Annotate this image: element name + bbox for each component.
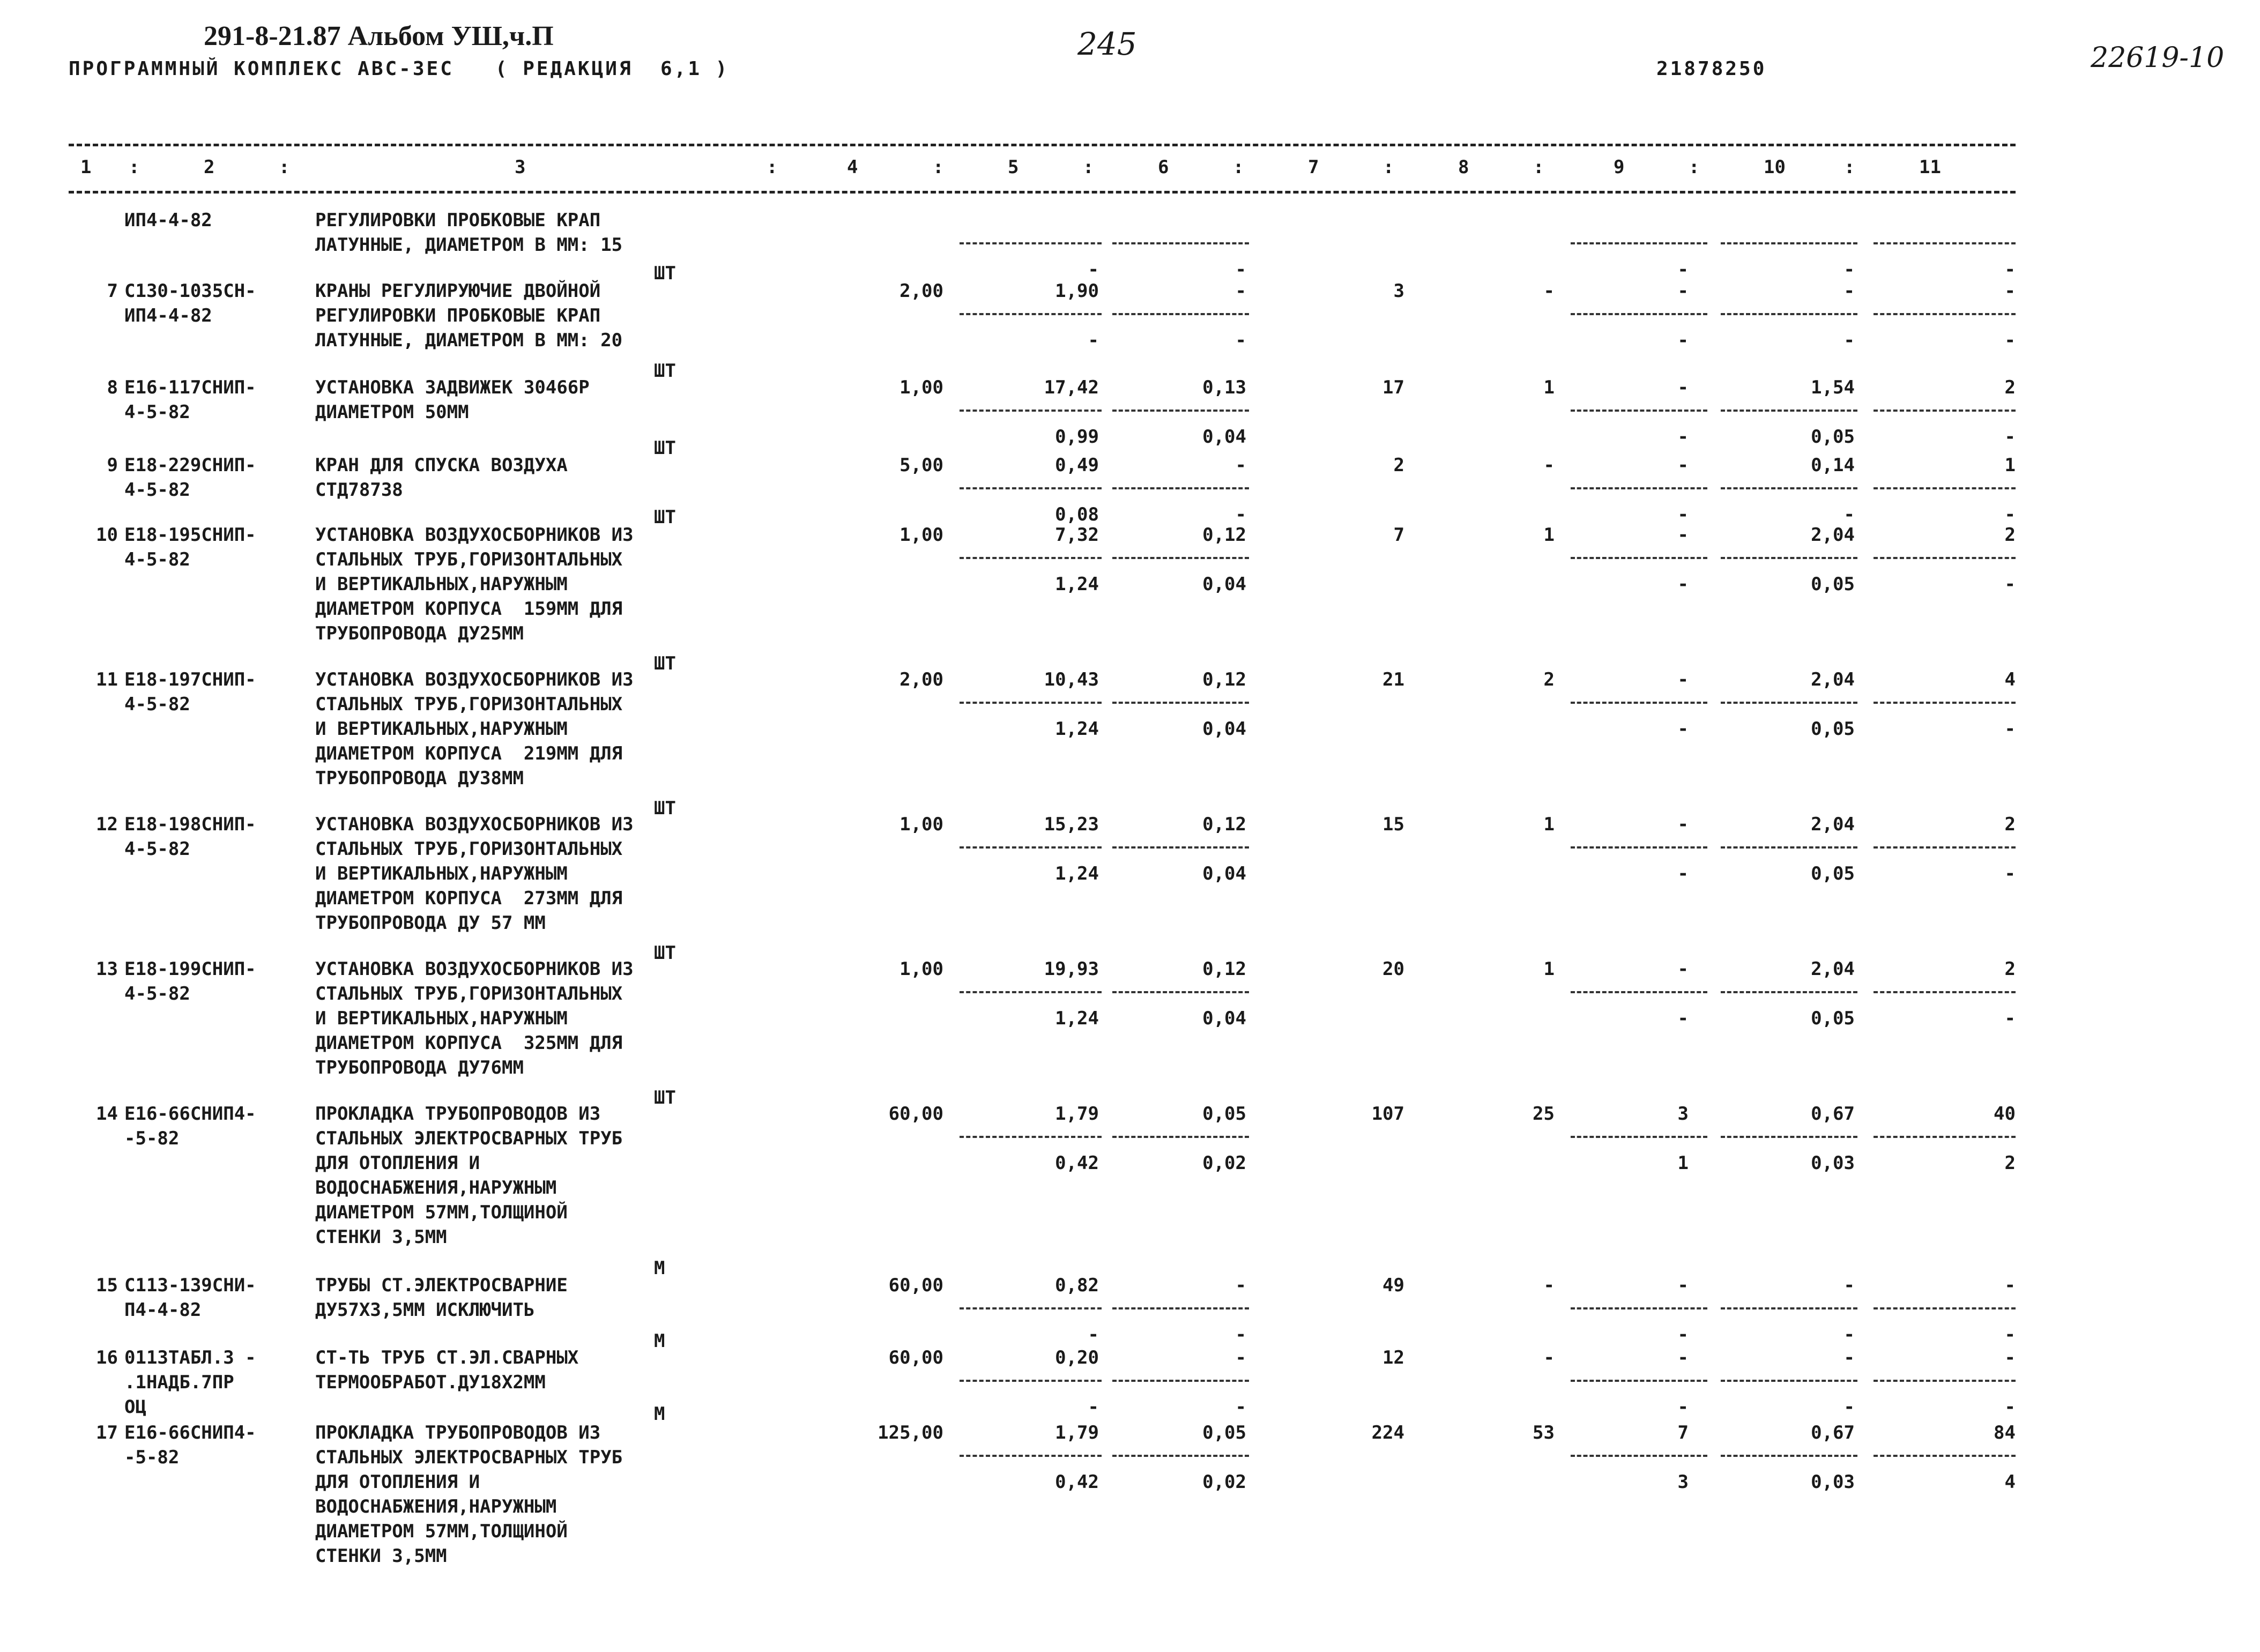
cell-divider	[1874, 242, 2016, 244]
cell-divider	[1874, 1307, 2016, 1309]
cell-col8: -	[1543, 280, 1555, 302]
cell-col6: -	[1235, 280, 1246, 302]
cell-divider	[960, 410, 1102, 412]
row-code-continuation: 4-5-82	[124, 549, 190, 570]
cell-divider	[1112, 1380, 1249, 1382]
cell-second-line: -	[2004, 259, 2016, 280]
cell-divider	[1571, 410, 1707, 412]
cell-divider	[1571, 702, 1707, 704]
row-number: 11	[96, 669, 118, 690]
cell-quantity: 125,00	[878, 1422, 943, 1443]
row-unit: ШТ	[654, 263, 676, 284]
cell-unit-cost: 10,43	[1044, 669, 1099, 690]
cell-second-line: -	[1677, 426, 1689, 448]
cell-divider	[1874, 846, 2016, 849]
row-description: УСТАНОВКА ВОЗДУХОСБОРНИКОВ ИЗ СТАЛЬНЫХ ТРУБ,ГОРИЗОНТАЛЬНЫХ И ВЕРТИКАЛЬНЫХ,НАРУЖНЫМ ДИАМЕТРОМ КОРПУСА 325ММ ДЛЯ ТРУБОПРОВОДА ДУ76ММ	[315, 958, 634, 1078]
cell-second-line: -	[1677, 863, 1689, 884]
row-number: 15	[96, 1275, 118, 1296]
cell-second-line: 0,42	[1055, 1471, 1099, 1493]
cell-second-line: 1,24	[1055, 718, 1099, 740]
cell-col9: 7	[1677, 1422, 1689, 1443]
row-number: 12	[96, 814, 118, 835]
cell-second-line: 0,04	[1202, 574, 1246, 595]
cell-col11: 2	[2004, 958, 2016, 980]
row-code: Е16-117СНИП-	[124, 377, 256, 398]
cell-quantity: 60,00	[888, 1347, 943, 1368]
cell-second-line: -	[2004, 1008, 2016, 1029]
row-code-continuation: .1НАДБ.7ПР ОЦ	[124, 1372, 234, 1418]
cell-divider	[960, 487, 1102, 489]
cell-divider	[1721, 991, 1857, 993]
row-description: ТРУБЫ СТ.ЭЛЕКТРОСВАРНИЕ ДУ57Х3,5ММ ИСКЛЮЧИТЬ	[315, 1275, 568, 1321]
cell-second-line: -	[1677, 330, 1689, 351]
cell-second-line: -	[1677, 1396, 1689, 1418]
cell-col10: -	[1843, 280, 1855, 302]
cell-quantity: 2,00	[899, 669, 943, 690]
cell-second-line: -	[1677, 1008, 1689, 1029]
row-number: 7	[107, 280, 118, 302]
cell-second-line: 0,04	[1202, 718, 1246, 740]
row-unit: ШТ	[654, 653, 676, 674]
cell-col8: 53	[1533, 1422, 1555, 1443]
cell-divider	[1721, 410, 1857, 412]
col-header-4: 4	[847, 157, 858, 178]
cell-col7: 20	[1382, 958, 1404, 980]
cell-second-line: -	[1677, 574, 1689, 595]
row-description: УСТАНОВКА ЗАДВИЖЕК 30466Р ДИАМЕТРОМ 50ММ	[315, 377, 590, 423]
program-line: ПРОГРАММНЫЙ КОМПЛЕКС АВС-3ЕС ( РЕДАКЦИЯ 6,1 )	[69, 58, 730, 80]
cell-col7: 17	[1382, 377, 1404, 398]
cell-second-line: -	[1843, 1396, 1855, 1418]
cell-col7: 3	[1393, 280, 1404, 302]
cell-quantity: 1,00	[899, 377, 943, 398]
row-unit: ШТ	[654, 360, 676, 382]
cell-divider	[1721, 557, 1857, 559]
cell-second-line: 1,24	[1055, 574, 1099, 595]
row-code-continuation: ИП4-4-82	[124, 305, 212, 326]
cell-col10: 2,04	[1811, 958, 1855, 980]
row-description: УСТАНОВКА ВОЗДУХОСБОРНИКОВ ИЗ СТАЛЬНЫХ ТРУБ,ГОРИЗОНТАЛЬНЫХ И ВЕРТИКАЛЬНЫХ,НАРУЖНЫМ ДИАМЕТРОМ КОРПУСА 159ММ ДЛЯ ТРУБОПРОВОДА ДУ25ММ	[315, 524, 634, 644]
cell-col10: -	[1843, 1275, 1855, 1296]
row-code: Е18-198СНИП-	[124, 814, 256, 835]
row-code: С130-1035СН-	[124, 280, 256, 302]
col-header-9: 9	[1614, 157, 1625, 178]
cell-col6: -	[1235, 455, 1246, 476]
cell-col9: -	[1677, 1347, 1689, 1368]
cell-divider	[1112, 242, 1249, 244]
cell-divider	[960, 846, 1102, 849]
cell-col11: 4	[2004, 669, 2016, 690]
cell-col9: -	[1677, 1275, 1689, 1296]
cell-col6: 0,12	[1202, 958, 1246, 980]
cell-quantity: 60,00	[888, 1103, 943, 1125]
cell-col10: 2,04	[1811, 814, 1855, 835]
cell-col11: -	[2004, 1275, 2016, 1296]
cell-second-line: 0,03	[1811, 1471, 1855, 1493]
cell-col7: 2	[1393, 455, 1404, 476]
col-header-3: 3	[515, 157, 526, 178]
cell-col6: -	[1235, 1275, 1246, 1296]
row-number: 10	[96, 524, 118, 546]
cell-divider	[1571, 557, 1707, 559]
cell-second-line: -	[1235, 259, 1246, 280]
cell-col6: -	[1235, 1347, 1246, 1368]
cell-divider	[1571, 991, 1707, 993]
cell-second-line: -	[1843, 1324, 1855, 1345]
row-description: КРАНЫ РЕГУЛИРУЮЧИЕ ДВОЙНОЙ РЕГУЛИРОВКИ ПРОБКОВЫЕ КРАП ЛАТУННЫЕ, ДИАМЕТРОМ В ММ: 20	[315, 280, 623, 351]
cell-col7: 21	[1382, 669, 1404, 690]
cell-col7: 224	[1371, 1422, 1404, 1443]
row-description: УСТАНОВКА ВОЗДУХОСБОРНИКОВ ИЗ СТАЛЬНЫХ ТРУБ,ГОРИЗОНТАЛЬНЫХ И ВЕРТИКАЛЬНЫХ,НАРУЖНЫМ ДИАМЕТРОМ КОРПУСА 273ММ ДЛЯ ТРУБОПРОВОДА ДУ 57 ММ	[315, 814, 634, 934]
cell-col7: 15	[1382, 814, 1404, 835]
cell-divider	[1571, 313, 1707, 315]
cell-divider	[1721, 702, 1857, 704]
cell-second-line: 2	[2004, 1152, 2016, 1174]
cell-col9: -	[1677, 280, 1689, 302]
col-header-6: 6	[1158, 157, 1169, 178]
cell-col6: 0,12	[1202, 814, 1246, 835]
cell-col8: -	[1543, 1275, 1555, 1296]
cell-second-line: -	[1088, 330, 1099, 351]
cell-col9: -	[1677, 377, 1689, 398]
cell-divider	[1874, 313, 2016, 315]
row-number: 16	[96, 1347, 118, 1368]
cell-second-line: 1	[1677, 1152, 1689, 1174]
cell-col10: 0,67	[1811, 1103, 1855, 1125]
cell-divider	[1571, 1380, 1707, 1382]
cell-divider	[960, 242, 1102, 244]
cell-second-line: 0,05	[1811, 863, 1855, 884]
row-description: ПРОКЛАДКА ТРУБОПРОВОДОВ ИЗ СТАЛЬНЫХ ЭЛЕКТРОСВАРНЫХ ТРУБ ДЛЯ ОТОПЛЕНИЯ И ВОДОСНАБЖЕНИЯ,НАРУЖНЫМ ДИАМЕТРОМ 57ММ,ТОЛЩИНОЙ СТЕНКИ 3,5ММ	[315, 1422, 623, 1567]
cell-second-line: 0,05	[1811, 718, 1855, 740]
row-code: Е18-199СНИП-	[124, 958, 256, 980]
cell-unit-cost: 17,42	[1044, 377, 1099, 398]
cell-quantity: 5,00	[899, 455, 943, 476]
cell-col11: 84	[1994, 1422, 2016, 1443]
row-unit: ШТ	[654, 1087, 676, 1108]
cell-divider	[1874, 991, 2016, 993]
cell-second-line: -	[2004, 1324, 2016, 1345]
cell-divider	[1874, 702, 2016, 704]
cell-divider	[1874, 410, 2016, 412]
cell-second-line: -	[2004, 1396, 2016, 1418]
cell-second-line: 1,24	[1055, 863, 1099, 884]
cell-divider	[1721, 242, 1857, 244]
cell-second-line: -	[1677, 1324, 1689, 1345]
col-header-5: 5	[1008, 157, 1019, 178]
cell-col11: 2	[2004, 814, 2016, 835]
cell-second-line: 0,04	[1202, 863, 1246, 884]
cell-divider	[1721, 1455, 1857, 1457]
cell-divider	[1874, 487, 2016, 489]
cell-second-line: -	[1677, 504, 1689, 525]
cell-second-line: 0,02	[1202, 1471, 1246, 1493]
cell-col10: 0,67	[1811, 1422, 1855, 1443]
cell-col9: -	[1677, 814, 1689, 835]
cell-second-line: -	[1677, 259, 1689, 280]
row-code-continuation: -5-82	[124, 1447, 180, 1468]
row-code-continuation: 4-5-82	[124, 479, 190, 501]
cell-unit-cost: 7,32	[1055, 524, 1099, 546]
col-header-8: 8	[1458, 157, 1469, 178]
col-header-2: 2	[204, 157, 215, 178]
row-unit: М	[654, 1257, 665, 1279]
cell-divider	[1112, 846, 1249, 849]
row-code-continuation: П4-4-82	[124, 1299, 202, 1321]
cell-divider	[1112, 313, 1249, 315]
cell-col7: 107	[1371, 1103, 1404, 1125]
cell-unit-cost: 1,79	[1055, 1103, 1099, 1125]
cell-divider	[1112, 1136, 1249, 1138]
row-number: 9	[107, 455, 118, 476]
cell-col10: 1,54	[1811, 377, 1855, 398]
row-description: КРАН ДЛЯ СПУСКА ВОЗДУХА СТД78738	[315, 455, 568, 501]
cell-divider	[1571, 487, 1707, 489]
cell-col10: 0,14	[1811, 455, 1855, 476]
cell-col10: 2,04	[1811, 524, 1855, 546]
cell-unit-cost: 0,20	[1055, 1347, 1099, 1368]
cell-second-line: 4	[2004, 1471, 2016, 1493]
row-unit: М	[654, 1403, 665, 1425]
cell-divider	[960, 1307, 1102, 1309]
cell-divider	[1721, 1136, 1857, 1138]
row-number: 14	[96, 1103, 118, 1125]
cell-divider	[1721, 313, 1857, 315]
cell-divider	[1721, 1307, 1857, 1309]
cell-divider	[1112, 991, 1249, 993]
cell-second-line: 0,02	[1202, 1152, 1246, 1174]
cell-divider	[1874, 1136, 2016, 1138]
cell-second-line: 0,42	[1055, 1152, 1099, 1174]
cell-quantity: 1,00	[899, 814, 943, 835]
cell-divider	[1112, 487, 1249, 489]
row-number: 8	[107, 377, 118, 398]
cell-col7: 12	[1382, 1347, 1404, 1368]
cell-second-line: -	[2004, 426, 2016, 448]
cell-divider	[1721, 846, 1857, 849]
cell-col8: -	[1543, 1347, 1555, 1368]
cell-col11: -	[2004, 1347, 2016, 1368]
cell-quantity: 1,00	[899, 524, 943, 546]
cell-second-line: -	[1843, 504, 1855, 525]
cell-divider	[1571, 1455, 1707, 1457]
cell-divider	[960, 313, 1102, 315]
row-code-continuation: 4-5-82	[124, 401, 190, 423]
cell-col9: 3	[1677, 1103, 1689, 1125]
row-code: С113-139СНИ-	[124, 1275, 256, 1296]
row-description: УСТАНОВКА ВОЗДУХОСБОРНИКОВ ИЗ СТАЛЬНЫХ ТРУБ,ГОРИЗОНТАЛЬНЫХ И ВЕРТИКАЛЬНЫХ,НАРУЖНЫМ ДИАМЕТРОМ КОРПУСА 219ММ ДЛЯ ТРУБОПРОВОДА ДУ38ММ	[315, 669, 634, 789]
cell-divider	[1571, 1307, 1707, 1309]
cell-col10: -	[1843, 1347, 1855, 1368]
row-unit: ШТ	[654, 507, 676, 528]
cell-unit-cost: 1,90	[1055, 280, 1099, 302]
cell-second-line: 0,05	[1811, 574, 1855, 595]
row-unit: ШТ	[654, 798, 676, 819]
cell-second-line: 0,04	[1202, 1008, 1246, 1029]
row-code-continuation: -5-82	[124, 1128, 180, 1149]
cell-unit-cost: 15,23	[1044, 814, 1099, 835]
cell-col8: 1	[1543, 958, 1555, 980]
cell-second-line: -	[1088, 259, 1099, 280]
col-header-1: 1	[80, 157, 92, 178]
cell-second-line: -	[1235, 1396, 1246, 1418]
cell-col8: 1	[1543, 814, 1555, 835]
col-header-7: 7	[1308, 157, 1319, 178]
cell-second-line: -	[1843, 330, 1855, 351]
cell-second-line: -	[1677, 718, 1689, 740]
column-header-row: 1 2 3 4 5 6 7 8 9 10 11 : : : : : : : : : :	[80, 157, 1941, 178]
row-unit: ШТ	[654, 942, 676, 964]
row-code: ИП4-4-82	[124, 210, 212, 231]
cell-divider	[1571, 242, 1707, 244]
row-description: СТ-ТЬ ТРУБ СТ.ЭЛ.СВАРНЫХ ТЕРМООБРАБОТ.ДУ18Х2ММ	[315, 1347, 579, 1393]
cell-second-line: -	[1843, 259, 1855, 280]
cell-second-line: 1,24	[1055, 1008, 1099, 1029]
cell-divider	[1112, 557, 1249, 559]
cell-second-line: 0,05	[1811, 1008, 1855, 1029]
cell-col8: 1	[1543, 524, 1555, 546]
cell-second-line: -	[1088, 1396, 1099, 1418]
row-unit: ШТ	[654, 437, 676, 459]
cell-second-line: 0,03	[1811, 1152, 1855, 1174]
cell-col7: 7	[1393, 524, 1404, 546]
cell-col8: 1	[1543, 377, 1555, 398]
cell-second-line: -	[1235, 504, 1246, 525]
cell-second-line: 0,04	[1202, 426, 1246, 448]
cell-divider	[1571, 846, 1707, 849]
cell-col10: 2,04	[1811, 669, 1855, 690]
cell-col8: 25	[1533, 1103, 1555, 1125]
cell-unit-cost: 19,93	[1044, 958, 1099, 980]
row-code: Е16-66СНИП4-	[124, 1422, 256, 1443]
cell-col7: 49	[1382, 1275, 1404, 1296]
row-code: Е18-229СНИП-	[124, 455, 256, 476]
cell-divider	[1112, 410, 1249, 412]
cell-col9: -	[1677, 669, 1689, 690]
row-code: Е18-195СНИП-	[124, 524, 256, 546]
cell-quantity: 2,00	[899, 280, 943, 302]
row-number: 17	[96, 1422, 118, 1443]
cell-col11: 2	[2004, 377, 2016, 398]
cell-second-line: -	[1235, 330, 1246, 351]
cell-col6: 0,12	[1202, 524, 1246, 546]
row-code-continuation: 4-5-82	[124, 983, 190, 1004]
cell-divider	[1112, 1307, 1249, 1309]
cell-col6: 0,12	[1202, 669, 1246, 690]
cell-divider	[1112, 702, 1249, 704]
cell-second-line: -	[2004, 574, 2016, 595]
cell-divider	[960, 1136, 1102, 1138]
cell-col6: 0,05	[1202, 1103, 1246, 1125]
cell-second-line: -	[1235, 1324, 1246, 1345]
cell-second-line: -	[2004, 504, 2016, 525]
cell-col8: 2	[1543, 669, 1555, 690]
cell-col6: 0,05	[1202, 1422, 1246, 1443]
page-number-handwritten: 245	[1077, 26, 1137, 62]
row-unit: М	[654, 1330, 665, 1352]
cell-quantity: 1,00	[899, 958, 943, 980]
col-header-10: 10	[1764, 157, 1786, 178]
cell-unit-cost: 1,79	[1055, 1422, 1099, 1443]
cell-divider	[960, 702, 1102, 704]
cell-divider	[1874, 557, 2016, 559]
cell-second-line: -	[2004, 718, 2016, 740]
cell-second-line: 0,05	[1811, 426, 1855, 448]
cell-divider	[960, 1380, 1102, 1382]
cell-divider	[960, 557, 1102, 559]
cell-second-line: -	[2004, 330, 2016, 351]
cell-col9: -	[1677, 958, 1689, 980]
cell-second-line: 3	[1677, 1471, 1689, 1493]
cell-col11: 1	[2004, 455, 2016, 476]
cell-divider	[1874, 1455, 2016, 1457]
cell-col8: -	[1543, 455, 1555, 476]
cell-second-line: 0,99	[1055, 426, 1099, 448]
cell-divider	[960, 991, 1102, 993]
cell-divider	[1874, 1380, 2016, 1382]
cell-col11: -	[2004, 280, 2016, 302]
cell-divider	[1112, 1455, 1249, 1457]
row-code: Е18-197СНИП-	[124, 669, 256, 690]
cell-divider	[1721, 1380, 1857, 1382]
cell-divider	[1571, 1136, 1707, 1138]
col-header-11: 11	[1919, 157, 1941, 178]
row-description: РЕГУЛИРОВКИ ПРОБКОВЫЕ КРАП ЛАТУННЫЕ, ДИАМЕТРОМ В ММ: 15	[315, 210, 623, 256]
row-description: ПРОКЛАДКА ТРУБОПРОВОДОВ ИЗ СТАЛЬНЫХ ЭЛЕКТРОСВАРНЫХ ТРУБ ДЛЯ ОТОПЛЕНИЯ И ВОДОСНАБЖЕНИЯ,НАРУЖНЫМ ДИАМЕТРОМ 57ММ,ТОЛЩИНОЙ СТЕНКИ 3,5ММ	[315, 1103, 623, 1248]
document-number: 21878250	[1656, 58, 1767, 80]
row-number: 13	[96, 958, 118, 980]
album-title: 291-8-21.87 Альбом УШ,ч.П	[204, 21, 554, 51]
cell-divider	[960, 1455, 1102, 1457]
cell-second-line: 0,08	[1055, 504, 1099, 525]
cell-unit-cost: 0,82	[1055, 1275, 1099, 1296]
cell-quantity: 60,00	[888, 1275, 943, 1296]
row-code-continuation: 4-5-82	[124, 838, 190, 860]
row-code-continuation: 4-5-82	[124, 694, 190, 715]
cell-divider	[1721, 487, 1857, 489]
cell-unit-cost: 0,49	[1055, 455, 1099, 476]
row-code: Е16-66СНИП4-	[124, 1103, 256, 1125]
cell-col6: 0,13	[1202, 377, 1246, 398]
cell-second-line: -	[1088, 1324, 1099, 1345]
cell-col9: -	[1677, 455, 1689, 476]
row-code: 0113ТАБЛ.3 -	[124, 1347, 256, 1368]
cell-second-line: -	[2004, 863, 2016, 884]
cell-col11: 40	[1994, 1103, 2016, 1125]
sheet-number-handwritten: 22619-10	[2091, 42, 2225, 74]
cell-col9: -	[1677, 524, 1689, 546]
cell-col11: 2	[2004, 524, 2016, 546]
